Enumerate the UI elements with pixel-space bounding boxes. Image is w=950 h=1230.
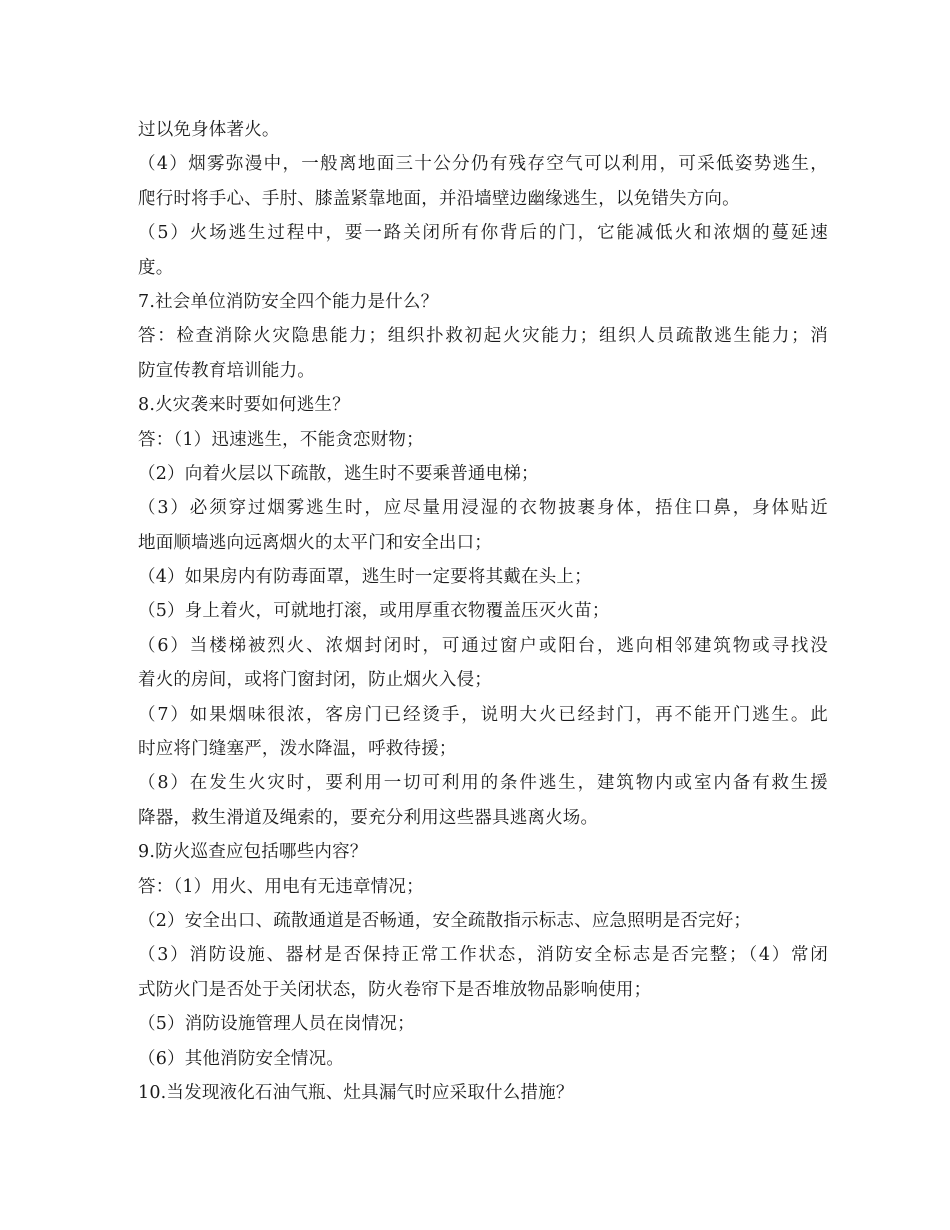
text-line: （2）安全出口、疏散通道是否畅通，安全疏散指示标志、应急照明是否完好； bbox=[138, 910, 752, 931]
text-line: 时应将门缝塞严，泼水降温，呼救待援； bbox=[138, 739, 457, 760]
text-line: 式防火门是否处于关闭状态，防火卷帘下是否堆放物品影响使用； bbox=[138, 979, 652, 1000]
text-line: （8）在发生火灾时，要利用一切可利用的条件逃生，建筑物内或室内备有救生援 bbox=[138, 773, 828, 794]
text-line: （5）火场逃生过程中，要一路关闭所有你背后的门，它能减低火和浓烟的蔓延速 bbox=[138, 223, 828, 244]
text-line: 爬行时将手心、手肘、膝盖紧靠地面，并沿墙壁边幽缘逃生，以免错失方向。 bbox=[138, 188, 740, 209]
answer-line: 答：（1）迅速逃生，不能贪恋财物； bbox=[138, 429, 424, 450]
text-line: （4）烟雾弥漫中，一般离地面三十公分仍有残存空气可以利用，可采低姿势逃生， bbox=[138, 154, 828, 175]
question-heading: 9.防火巡查应包括哪些内容？ bbox=[138, 842, 368, 863]
answer-line: 答：检查消除火灾隐患能力；组织扑救初起火灾能力；组织人员疏散逃生能力；消 bbox=[138, 326, 828, 347]
text-line: 度。 bbox=[138, 257, 174, 278]
answer-line: 答：（1）用火、用电有无违章情况； bbox=[138, 876, 424, 897]
text-line: 过以免身体著火。 bbox=[138, 120, 280, 140]
text-line: 着火的房间，或将门窗封闭，防止烟火入侵； bbox=[138, 670, 492, 691]
text-line: 地面顺墙逃向远离烟火的太平门和安全出口； bbox=[138, 532, 492, 553]
document-body bbox=[138, 113, 828, 1110]
text-line: （5）身上着火，可就地打滚，或用厚重衣物覆盖压灭火苗； bbox=[138, 601, 610, 622]
text-line: （3）消防设施、器材是否保持正常工作状态，消防安全标志是否完整；（4）常闭 bbox=[138, 945, 828, 966]
text-line: 防宣传教育培训能力。 bbox=[138, 360, 315, 381]
text-line: （4）如果房内有防毒面罩，逃生时一定要将其戴在头上； bbox=[138, 567, 592, 588]
text-line: （5）消防设施管理人员在岗情况； bbox=[138, 1014, 415, 1035]
text-line: （6）当楼梯被烈火、浓烟封闭时，可通过窗户或阳台，逃向相邻建筑物或寻找没 bbox=[138, 635, 828, 656]
text-line: （2）向着火层以下疏散，逃生时不要乘普通电梯； bbox=[138, 463, 539, 484]
text-line: （6）其他消防安全情况。 bbox=[138, 1048, 345, 1069]
text-line: （7）如果烟味很浓，客房门已经烫手，说明大火已经封门，再不能开门逃生。此 bbox=[138, 704, 828, 725]
text-line: （3）必须穿过烟雾逃生时，应尽量用浸湿的衣物披裹身体，捂住口鼻，身体贴近 bbox=[138, 498, 828, 519]
question-heading: 7.社会单位消防安全四个能力是什么？ bbox=[138, 291, 439, 312]
text-line: 降器，救生滑道及绳索的，要充分利用这些器具逃离火场。 bbox=[138, 807, 599, 828]
question-heading: 8.火灾袭来时要如何逃生？ bbox=[138, 395, 350, 416]
question-heading: 10.当发现液化石油气瓶、灶具漏气时应采取什么措施？ bbox=[138, 1082, 574, 1103]
